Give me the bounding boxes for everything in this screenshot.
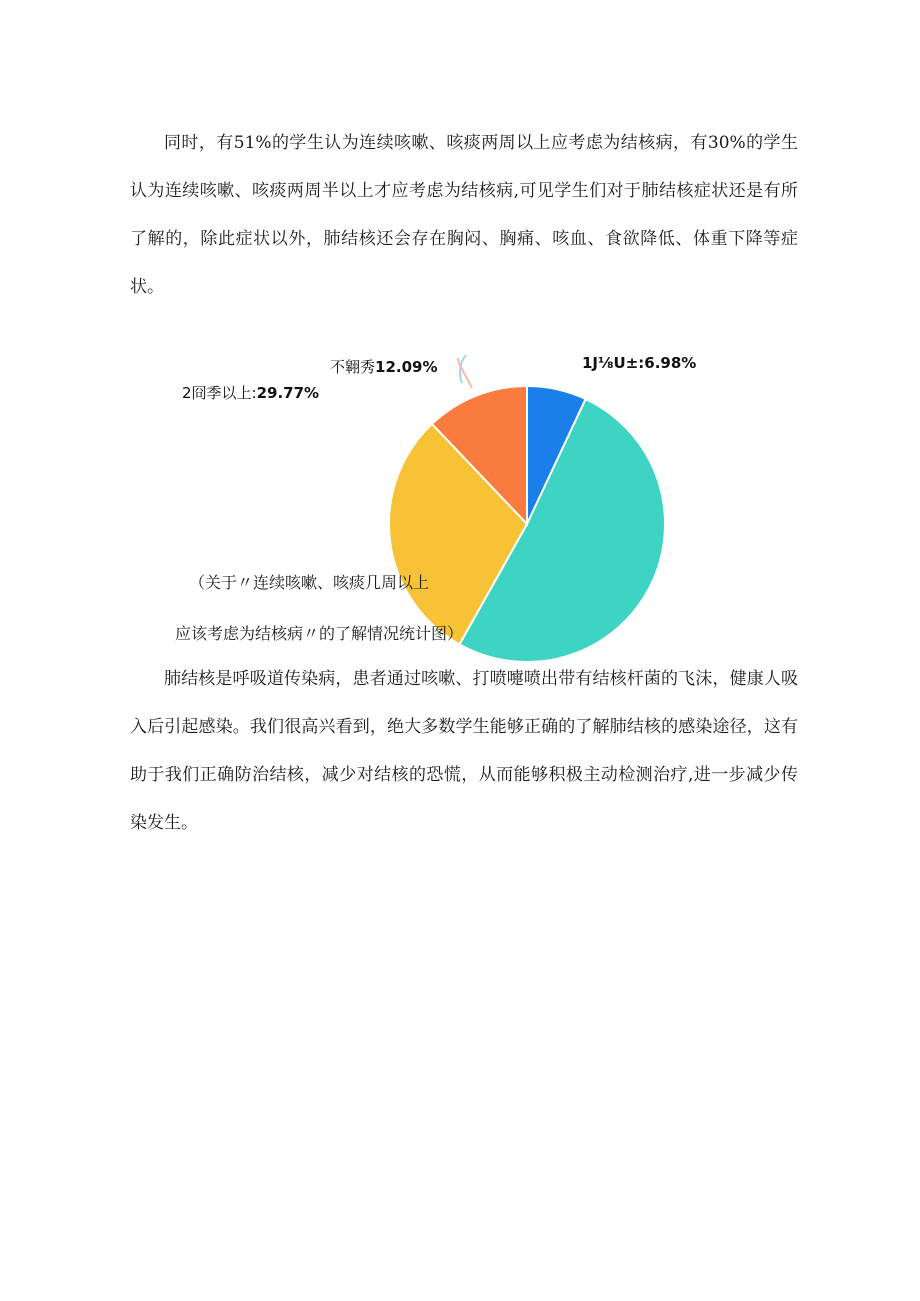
transmission-paragraph: 肺结核是呼吸道传染病，患者通过咳嗽、打喷嚏喷出带有结核杆菌的飞沫，健康人吸入后引起感染。我们很高兴看到，绝大多数学生能够正确的了解肺结核的感染途径，这有助于我们正确防治结核，减少对结核的恐慌，从而能够积极主动检测治疗,进一步减少传染发生。 [130,669,798,833]
label-slice-4: 不翱秀12.09% [330,358,438,376]
label-slice-1: 1J⅛U±:6.98% [582,354,697,372]
chart-caption-line-2: 应该考虑为结核病〃的了解情况统计图） [175,624,464,643]
chart-caption-line-1: （关于〃连续咳嗽、咳痰几周以上 [189,573,430,592]
intro-paragraph: 同时，有51%的学生认为连续咳嗽、咳痰两周以上应考虑为结核病，有30%的学生认为连续咳嗽、咳痰两周半以上才应考虑为结核病,可见学生们对于肺结核症状还是有所了解的，除此症状以外，肺结核还会存在胸闷、胸痛、咳血、食欲降低、体重下降等症状。 [130,133,798,297]
pie-chart [170,340,697,580]
label-slice-3: 2冏季以上:29.77% [182,384,320,402]
